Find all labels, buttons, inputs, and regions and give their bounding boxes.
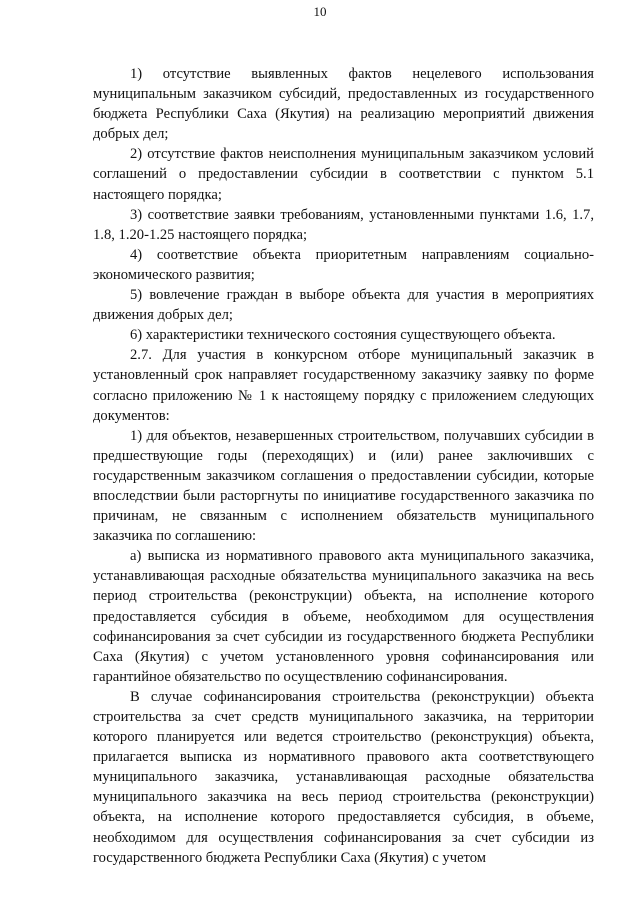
paragraph-cofinancing: В случае софинансирования строительства (реконструкции) объекта строительства за счет средств муниципального заказчика, на территории которого планируется или ведется строительство (реконструкция) объекта, прилагается выписка из нормативного правового акта соответствующего муниципального заказчика, устанавливающая расходные обязательства муниципального заказчика на весь период строительства (реконструкции) объекта, на исполнение которого предоставляется субсидия, в объеме, необходимом для осуществления софинансирования за счет субсидии из государственного бюджета Республики Саха (Якутия) с учетом bbox=[93, 688, 594, 866]
document-body bbox=[93, 64, 594, 868]
page-number: 10 bbox=[313, 4, 327, 19]
paragraph-item-1: 1) для объектов, незавершенных строительством, получавших субсидии в предшествующие годы (переходящих) и (или) ранее заключивших с государственным заказчиком соглашения о предоставлении субсидии, которые впоследствии были расторгнуты по инициативе государственного заказчика по причинам, не связанным с исполнением обязательств муниципального заказчика по соглашению: bbox=[93, 427, 594, 545]
paragraph-criterion-5: 5) вовлечение граждан в выборе объекта для участия в мероприятиях движения добрых дел; bbox=[93, 287, 594, 324]
paragraph-criterion-4: 4) соответствие объекта приоритетным направлениям социально-экономического развития; bbox=[93, 246, 594, 283]
paragraph-criterion-2: 2) отсутствие фактов неисполнения муниципальным заказчиком условий соглашений о предоставлении субсидии в соответствии с пунктом 5.1 настоящего порядка; bbox=[93, 146, 594, 203]
paragraph-section-2-7: 2.7. Для участия в конкурсном отборе муниципальный заказчик в установленный срок направляет государственному заказчику заявку по форме согласно приложению № 1 к настоящему порядку с приложением следующих документов: bbox=[93, 347, 594, 424]
paragraph-criterion-1: 1) отсутствие выявленных фактов нецелевого использования муниципальным заказчиком субсидий, предоставленных из государственного бюджета Республики Саха (Якутия) на реализацию мероприятий движения добрых дел; bbox=[93, 66, 594, 143]
paragraph-item-a: а) выписка из нормативного правового акта муниципального заказчика, устанавливающая расходные обязательства муниципального заказчика на весь период строительства (реконструкции) объекта, на исполнение которого предоставляется субсидия в объеме, необходимом для осуществления софинансирования за счет субсидии из государственного бюджета Республики Саха (Якутия) с учетом установленного уровня софинансирования или гарантийное обязательство по осуществлению софинансирования. bbox=[93, 548, 594, 685]
paragraph-criterion-3: 3) соответствие заявки требованиям, установленными пунктами 1.6, 1.7, 1.8, 1.20-1.25 настоящего порядка; bbox=[93, 206, 594, 243]
paragraph-criterion-6: 6) характеристики технического состояния существующего объекта. bbox=[130, 327, 556, 344]
